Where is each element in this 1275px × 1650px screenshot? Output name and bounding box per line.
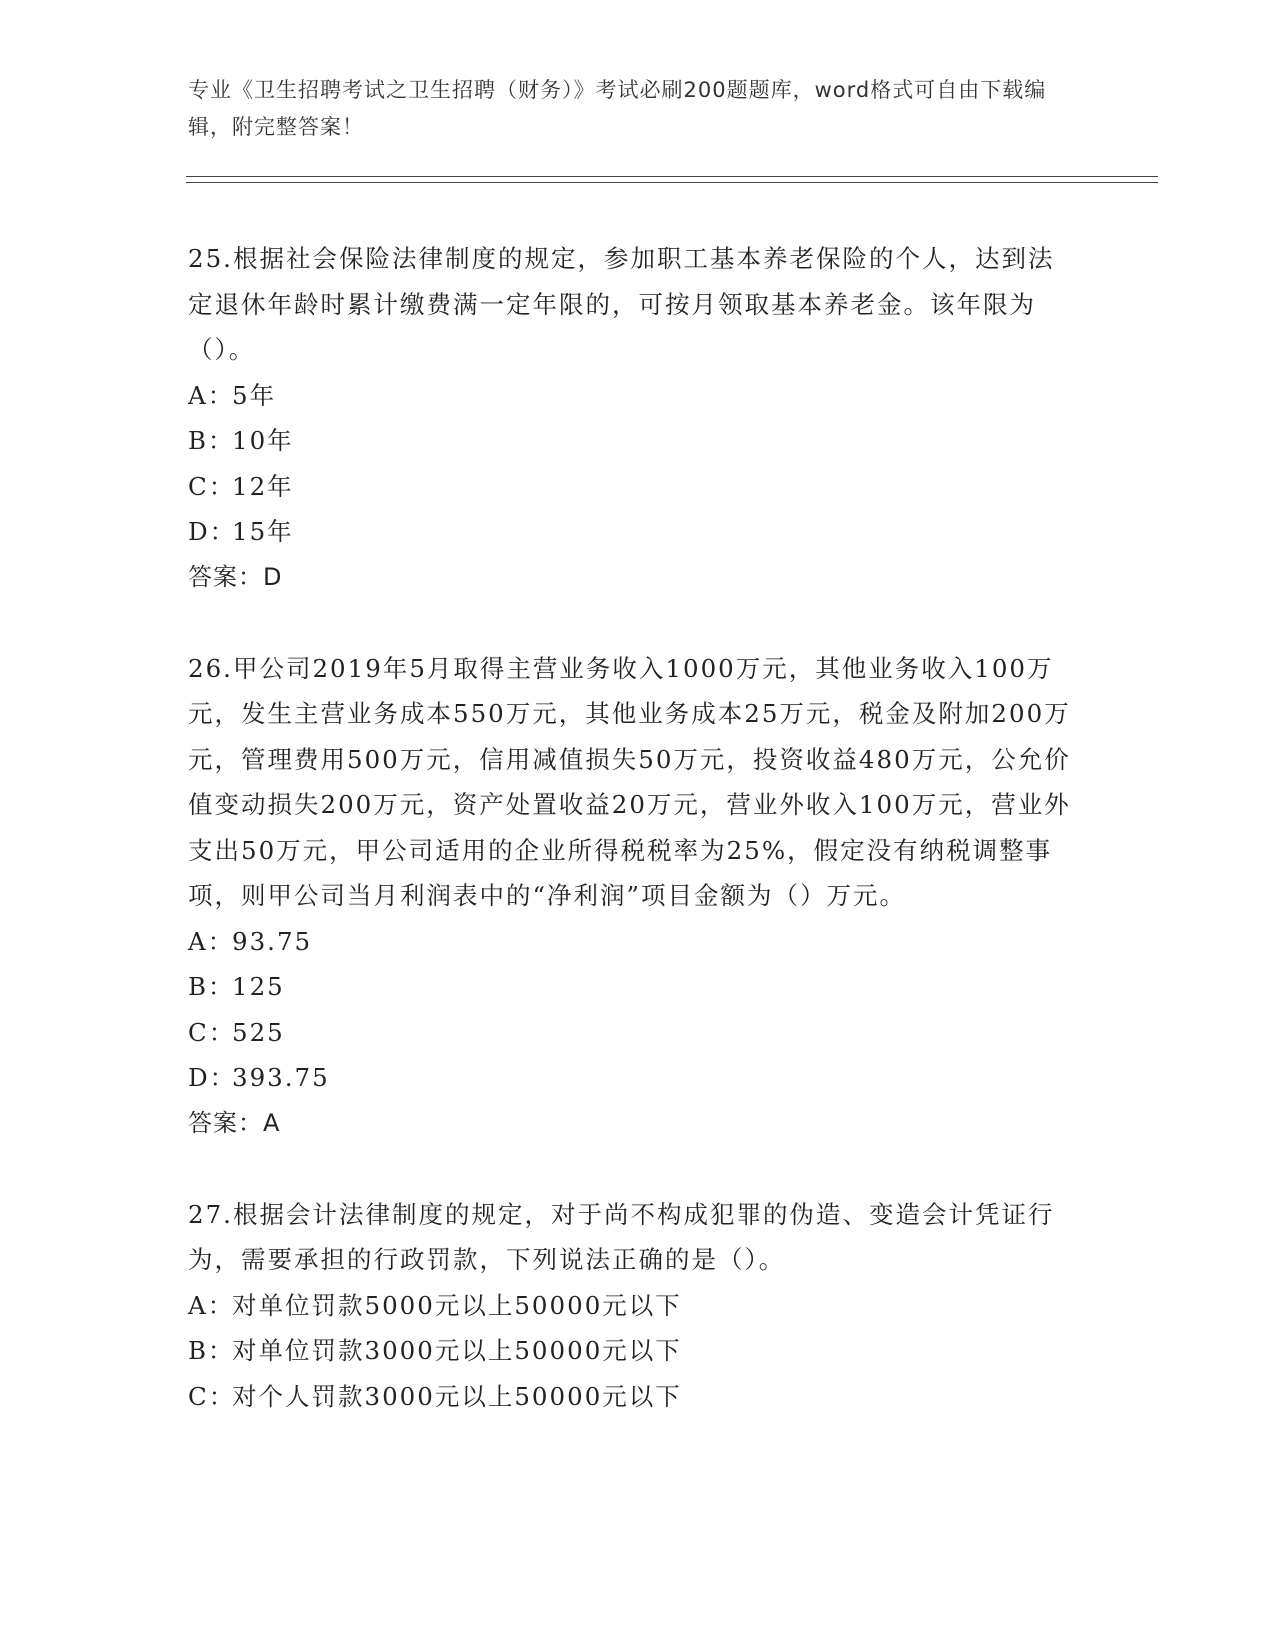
option-text: 12年: [232, 471, 294, 501]
option-text: 对单位罚款3000元以上50000元以下: [232, 1336, 682, 1365]
option-key: C：: [188, 471, 236, 501]
question-stem: 27.根据会计法律制度的规定，对于尚不构成犯罪的伪造、变造会计凭证行为，需要承担的行政罚款，下列说法正确的是（）。: [188, 1199, 1055, 1274]
option-text: 93.75: [232, 926, 313, 956]
option-text: 对单位罚款5000元以上50000元以下: [232, 1290, 682, 1320]
document-header-text: 专业《卫生招聘考试之卫生招聘（财务）》考试必刷200题题库，word格式可自由下载编辑，附完整答案！: [188, 78, 1047, 139]
option-key: D：: [188, 1063, 237, 1092]
header-divider: [186, 176, 1158, 183]
option-d: [188, 1055, 1078, 1101]
option-key: B：: [188, 426, 235, 455]
option-key: C：: [188, 1017, 236, 1047]
option-c: [188, 464, 1078, 510]
option-key: A：: [188, 1290, 235, 1320]
option-key: D：: [188, 517, 237, 546]
option-key: B：: [188, 1336, 235, 1365]
question-stem: 25.根据社会保险法律制度的规定，参加职工基本养老保险的个人，达到法定退休年龄时累计缴费满一定年限的，可按月领取基本养老金。该年限为（）。: [188, 244, 1055, 364]
question-27: [188, 1192, 1078, 1420]
option-a: [188, 919, 1078, 965]
option-text: 10年: [232, 426, 294, 455]
option-text: 对个人罚款3000元以上50000元以下: [232, 1381, 682, 1411]
option-key: B：: [188, 972, 235, 1001]
option-key: A：: [188, 380, 235, 410]
option-text: 393.75: [232, 1063, 330, 1092]
option-c: [188, 1374, 1078, 1420]
question-25: [188, 236, 1078, 600]
option-text: 5年: [232, 380, 277, 410]
option-text: 525: [232, 1017, 285, 1047]
option-b: [188, 418, 1078, 464]
option-b: [188, 1328, 1078, 1374]
option-d: [188, 509, 1078, 555]
document-header: [188, 72, 1068, 146]
option-key: A：: [188, 926, 235, 956]
question-stem: 26.甲公司2019年5月取得主营业务收入1000万元，其他业务收入100万元，发生主营业务成本550万元，其他业务成本25万元，税金及附加200万元，管理费用500万元，信用减值损失50万元，投资收益480万元，公允价值变动损失200万元，资产处置收益20万元，营业外收入100万元，营业外支出50万元，甲公司适用的企业所得税税率为25%，假定没有纳税调整事项，则甲公司当月利润表中的“净利润”项目金额为（）万元。: [188, 653, 1071, 910]
answer-line: 答案：A: [188, 1108, 281, 1137]
option-text: 15年: [232, 517, 294, 546]
question-26: [188, 646, 1078, 1147]
answer-line: 答案：D: [188, 562, 283, 591]
question-list: [188, 236, 1078, 1465]
option-key: C：: [188, 1381, 236, 1411]
option-text: 125: [232, 972, 285, 1001]
option-c: [188, 1010, 1078, 1056]
option-b: [188, 964, 1078, 1010]
option-a: [188, 1283, 1078, 1329]
option-a: [188, 373, 1078, 419]
